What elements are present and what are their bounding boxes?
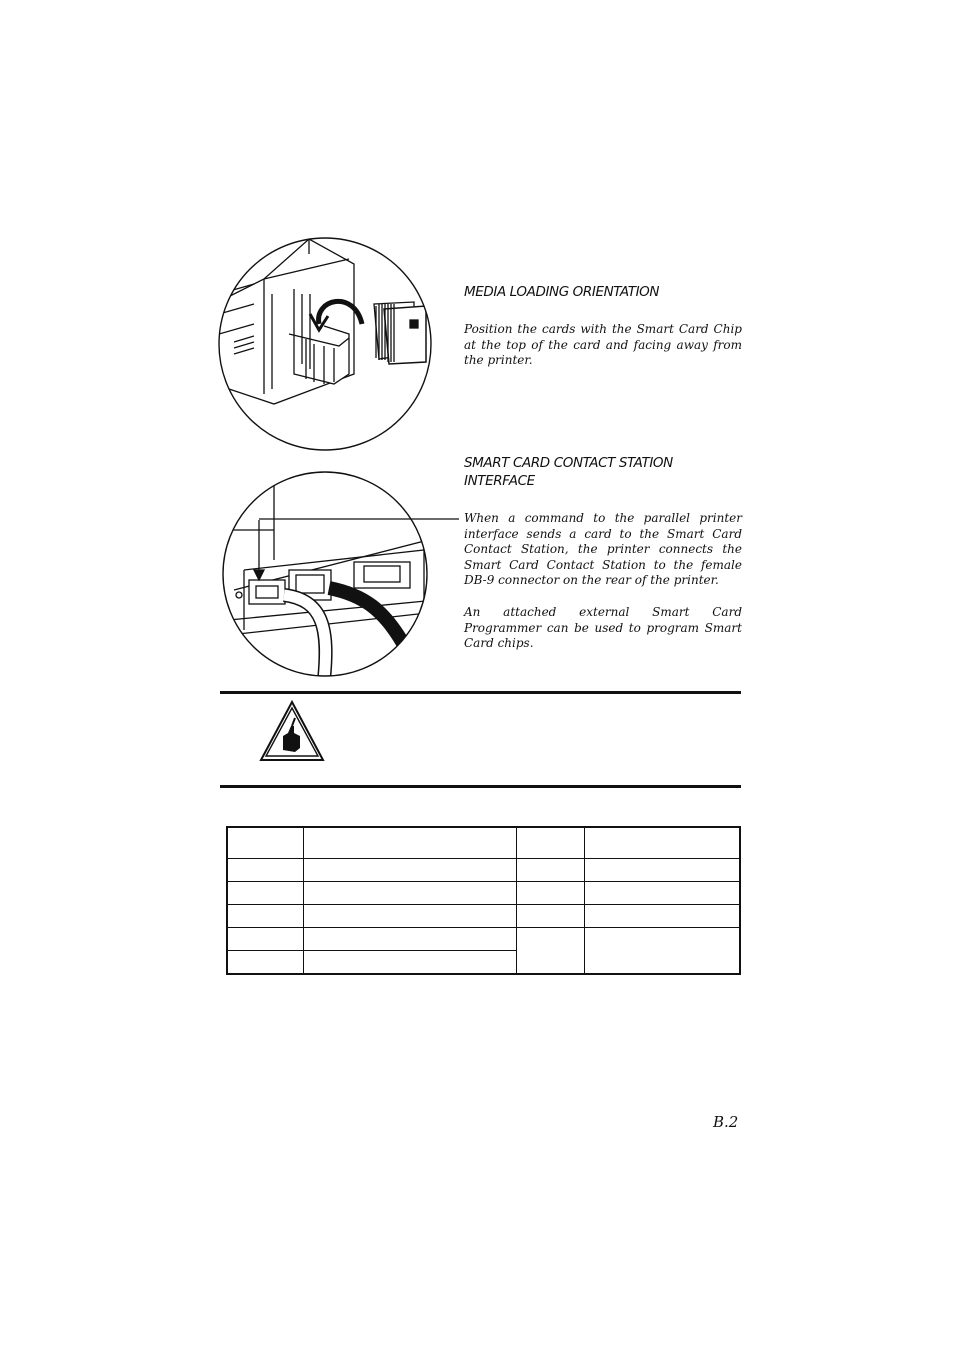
table-cell [227,905,303,928]
table-cell [303,859,516,882]
table-cell [303,882,516,905]
pin-table [226,826,741,975]
table-cell [516,905,584,928]
contact-station-body-2: An attached external Smart Card Programmer can be used to program Smart Card chips. [464,605,742,650]
table-row [227,928,740,951]
table-cell [584,882,740,905]
table-cell [227,827,303,859]
leader-line [259,516,459,522]
table-cell [303,905,516,928]
table-cell [227,882,303,905]
table-row [227,882,740,905]
table-row [227,905,740,928]
media-loading-body: Position the cards with the Smart Card Chip at the top of the card and facing away from the printer. [464,322,742,367]
table-cell [227,859,303,882]
table-cell [516,859,584,882]
table-cell [584,928,740,975]
note-bottom-rule [220,785,741,788]
contact-station-title [464,454,744,490]
table-cell [303,951,516,975]
page-number: B.2 [713,1113,739,1131]
table-cell [516,882,584,905]
table-cell [303,827,516,859]
contact-station-title-line1: SMART CARD CONTACT STATION [464,455,673,471]
note-top-rule [220,691,741,694]
contact-station-title-line2: INTERFACE [464,473,535,489]
media-loading-title: MEDIA LOADING ORIENTATION [464,284,660,300]
table-cell [584,905,740,928]
table-cell [516,928,584,975]
media-loading-illustration [214,234,436,454]
note-hand-icon [259,700,325,762]
table-cell [227,928,303,951]
table-cell [227,951,303,975]
table-row [227,859,740,882]
contact-station-illustration [214,470,436,680]
table-cell [303,928,516,951]
contact-station-body-1: When a command to the parallel printer interface sends a card to the Smart Card Contact Station, the printer connects the Smart Card Contact Station to the female DB-9 connector on the rear of the printer. [464,511,742,587]
table-cell [584,859,740,882]
table-cell [516,827,584,859]
table-row [227,827,740,859]
table-cell [584,827,740,859]
